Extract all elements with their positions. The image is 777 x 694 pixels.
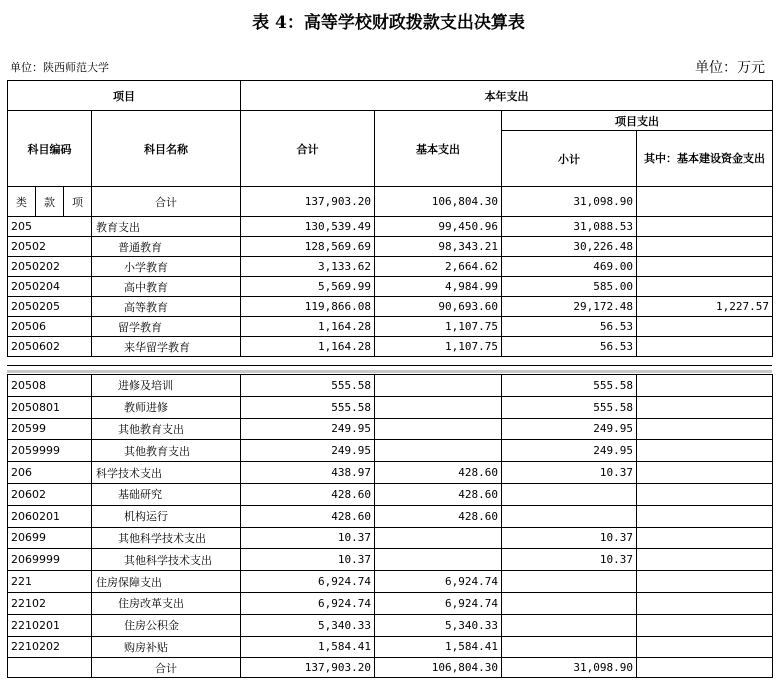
row-basic: 4,984.99	[375, 277, 502, 297]
header-lei: 类	[8, 187, 36, 217]
row-basic: 90,693.60	[375, 297, 502, 317]
row-code: 2059999	[8, 440, 92, 462]
row-subtotal: 29,172.48	[502, 297, 637, 317]
row-total: 5,569.99	[241, 277, 375, 297]
header-kuan: 款	[36, 187, 64, 217]
row-construction	[637, 277, 773, 297]
footer-basic: 106,804.30	[375, 658, 502, 678]
row-basic: 99,450.96	[375, 217, 502, 237]
row-total: 1,164.28	[241, 317, 375, 337]
table-row	[8, 375, 773, 397]
row-basic	[375, 440, 502, 462]
row-code: 2050204	[8, 277, 92, 297]
table-row	[8, 257, 773, 277]
row-total: 6,924.74	[241, 592, 375, 614]
row-subtotal	[502, 592, 637, 614]
row-name: 住房保障支出	[92, 571, 241, 593]
row-total: 428.60	[241, 505, 375, 527]
row-name: 其他教育支出	[92, 440, 241, 462]
row-total: 10.37	[241, 549, 375, 571]
row-code: 20602	[8, 483, 92, 505]
row-basic	[375, 527, 502, 549]
row-name: 来华留学教育	[92, 337, 241, 357]
row-total: 5,340.33	[241, 614, 375, 636]
row-construction	[637, 237, 773, 257]
footer-construction	[637, 658, 773, 678]
row-total: 1,584.41	[241, 636, 375, 658]
header-code: 科目编码	[8, 111, 92, 187]
row-basic	[375, 549, 502, 571]
row-subtotal: 555.58	[502, 375, 637, 397]
table-row	[8, 277, 773, 297]
row-basic: 5,340.33	[375, 614, 502, 636]
row-code: 221	[8, 571, 92, 593]
row-code: 2060201	[8, 505, 92, 527]
row-subtotal: 31,088.53	[502, 217, 637, 237]
row-total: 10.37	[241, 527, 375, 549]
row-name: 其他科学技术支出	[92, 527, 241, 549]
table-row	[8, 317, 773, 337]
row-basic: 6,924.74	[375, 592, 502, 614]
row-code: 2050205	[8, 297, 92, 317]
table-row	[8, 636, 773, 658]
row-code: 2050202	[8, 257, 92, 277]
row-subtotal	[502, 571, 637, 593]
row-basic	[375, 375, 502, 397]
row-code: 2210201	[8, 614, 92, 636]
summary-total: 137,903.20	[241, 187, 375, 217]
footer-empty	[8, 658, 92, 678]
footer-label: 合计	[92, 658, 241, 678]
row-total: 130,539.49	[241, 217, 375, 237]
table-row	[8, 505, 773, 527]
row-construction	[637, 317, 773, 337]
row-subtotal: 10.37	[502, 549, 637, 571]
row-basic: 428.60	[375, 483, 502, 505]
row-construction	[637, 571, 773, 593]
table-row	[8, 237, 773, 257]
row-total: 119,866.08	[241, 297, 375, 317]
row-name: 基础研究	[92, 483, 241, 505]
row-construction	[637, 462, 773, 484]
row-construction: 1,227.57	[637, 297, 773, 317]
table-row	[8, 217, 773, 237]
header-basic: 基本支出	[375, 111, 502, 187]
row-name: 教育支出	[92, 217, 241, 237]
summary-subtotal: 31,098.90	[502, 187, 637, 217]
row-name: 留学教育	[92, 317, 241, 337]
row-construction	[637, 549, 773, 571]
row-subtotal: 469.00	[502, 257, 637, 277]
header-name: 科目名称	[92, 111, 241, 187]
row-basic: 1,584.41	[375, 636, 502, 658]
row-construction	[637, 636, 773, 658]
row-total: 249.95	[241, 418, 375, 440]
row-name: 其他科学技术支出	[92, 549, 241, 571]
row-construction	[637, 396, 773, 418]
row-construction	[637, 440, 773, 462]
summary-basic: 106,804.30	[375, 187, 502, 217]
row-name: 高等教育	[92, 297, 241, 317]
row-code: 20508	[8, 375, 92, 397]
row-name: 普通教育	[92, 237, 241, 257]
row-total: 249.95	[241, 440, 375, 462]
row-subtotal	[502, 505, 637, 527]
header-construction: 其中：基本建设资金支出	[637, 131, 773, 187]
unit-org: 单位：陕西师范大学	[10, 61, 109, 74]
row-basic	[375, 418, 502, 440]
table-row	[8, 483, 773, 505]
summary-construction	[637, 187, 773, 217]
row-code: 22102	[8, 592, 92, 614]
table-row	[8, 549, 773, 571]
row-construction	[637, 337, 773, 357]
header-current-year: 本年支出	[241, 81, 773, 111]
row-basic: 6,924.74	[375, 571, 502, 593]
row-total: 438.97	[241, 462, 375, 484]
row-basic: 1,107.75	[375, 317, 502, 337]
row-name: 其他教育支出	[92, 418, 241, 440]
row-subtotal: 555.58	[502, 396, 637, 418]
row-construction	[637, 217, 773, 237]
header-xiang: 项	[64, 187, 92, 217]
unit-currency: 单位：万元	[695, 60, 765, 76]
table-row	[8, 297, 773, 317]
row-code: 2210202	[8, 636, 92, 658]
row-subtotal: 585.00	[502, 277, 637, 297]
row-name: 购房补贴	[92, 636, 241, 658]
row-subtotal: 30,226.48	[502, 237, 637, 257]
table-row	[8, 571, 773, 593]
row-name: 科学技术支出	[92, 462, 241, 484]
row-construction	[637, 257, 773, 277]
row-code: 2050602	[8, 337, 92, 357]
footer-subtotal: 31,098.90	[502, 658, 637, 678]
header-subtotal: 小计	[502, 131, 637, 187]
table-row	[8, 440, 773, 462]
row-code: 2069999	[8, 549, 92, 571]
row-construction	[637, 505, 773, 527]
row-subtotal	[502, 483, 637, 505]
row-construction	[637, 527, 773, 549]
row-name: 小学教育	[92, 257, 241, 277]
table-row	[8, 462, 773, 484]
footer-total: 137,903.20	[241, 658, 375, 678]
row-subtotal: 10.37	[502, 527, 637, 549]
table-row	[8, 592, 773, 614]
row-basic	[375, 396, 502, 418]
header-item: 项目	[8, 81, 241, 111]
row-total: 3,133.62	[241, 257, 375, 277]
table-row	[8, 614, 773, 636]
header-project-expense: 项目支出	[502, 111, 773, 131]
row-name: 机构运行	[92, 505, 241, 527]
table-row	[8, 418, 773, 440]
expense-table-bottom	[7, 374, 773, 678]
row-total: 555.58	[241, 396, 375, 418]
row-basic: 428.60	[375, 462, 502, 484]
page-title: 表 4：高等学校财政拨款支出决算表	[252, 13, 525, 33]
row-subtotal	[502, 636, 637, 658]
row-code: 206	[8, 462, 92, 484]
table-row	[8, 337, 773, 357]
row-basic: 98,343.21	[375, 237, 502, 257]
row-subtotal: 249.95	[502, 440, 637, 462]
table-row	[8, 396, 773, 418]
row-subtotal: 56.53	[502, 317, 637, 337]
row-total: 128,569.69	[241, 237, 375, 257]
row-name: 住房改革支出	[92, 592, 241, 614]
row-total: 6,924.74	[241, 571, 375, 593]
row-code: 20506	[8, 317, 92, 337]
row-code: 20502	[8, 237, 92, 257]
row-basic: 1,107.75	[375, 337, 502, 357]
row-total: 428.60	[241, 483, 375, 505]
row-code: 20599	[8, 418, 92, 440]
row-name: 进修及培训	[92, 375, 241, 397]
header-total: 合计	[241, 111, 375, 187]
row-total: 1,164.28	[241, 337, 375, 357]
row-code: 20699	[8, 527, 92, 549]
row-construction	[637, 375, 773, 397]
row-name: 住房公积金	[92, 614, 241, 636]
row-subtotal: 10.37	[502, 462, 637, 484]
row-subtotal	[502, 614, 637, 636]
summary-label: 合计	[92, 187, 241, 217]
row-code: 205	[8, 217, 92, 237]
row-construction	[637, 418, 773, 440]
row-total: 555.58	[241, 375, 375, 397]
row-basic: 428.60	[375, 505, 502, 527]
row-name: 高中教育	[92, 277, 241, 297]
row-construction	[637, 592, 773, 614]
row-basic: 2,664.62	[375, 257, 502, 277]
expense-table-top	[7, 80, 773, 357]
table-row	[8, 527, 773, 549]
row-code: 2050801	[8, 396, 92, 418]
row-construction	[637, 614, 773, 636]
row-name: 教师进修	[92, 396, 241, 418]
row-construction	[637, 483, 773, 505]
page-break-bar	[7, 370, 772, 373]
row-subtotal: 249.95	[502, 418, 637, 440]
row-subtotal: 56.53	[502, 337, 637, 357]
